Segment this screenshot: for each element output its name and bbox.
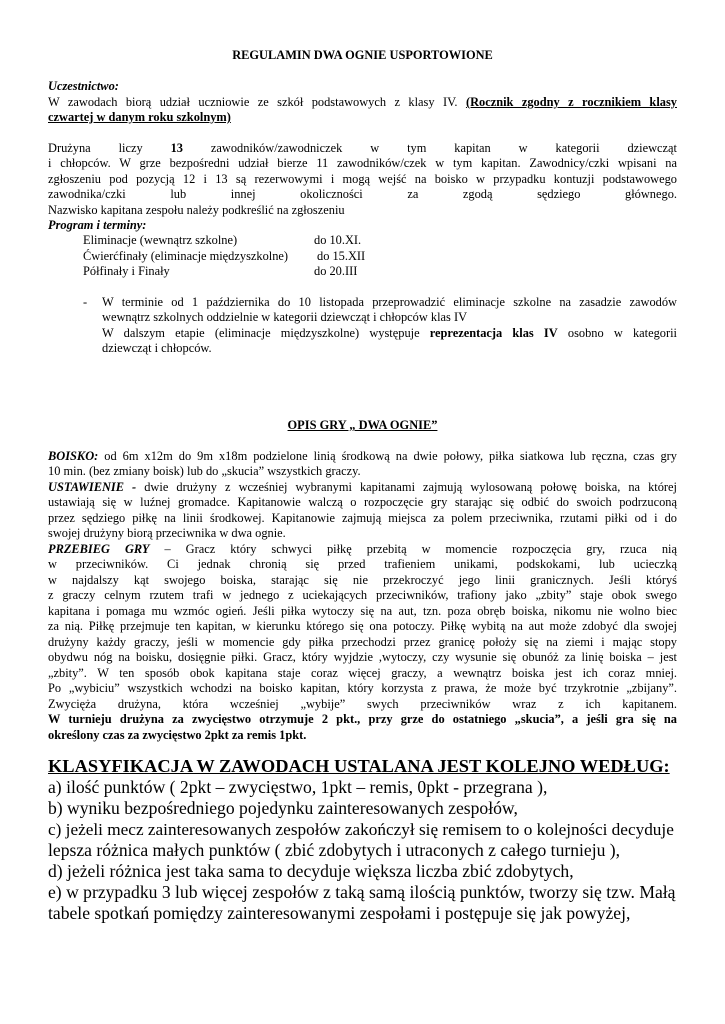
program-date-1: do 10.XI. [314, 233, 362, 247]
points-line-2: określony czas za zwycięstwo 2pkt za remis 1pkt. [48, 728, 307, 742]
game-heading: OPIS GRY „ DWA OGNIE” [287, 418, 438, 432]
note-line-1: W terminie od 1 października do 10 listopada przeprowadzić eliminacje szkolne na zasadzie zawodów [102, 295, 677, 309]
ustawienie-line-3: przez sędziego piłkę na linii środkowej. Kapitanowie zajmują miejsca za polem przeciwnika, rzutami piłki od i do [48, 511, 677, 525]
program-stage-1: Eliminacje (wewnątrz szkolne) [83, 233, 238, 247]
przebieg-text: – Gracz który schwyci piłkę przebitą w momencie rozpoczęcia gry, rzuca nią [164, 542, 677, 556]
note-text-b: osobno w kategorii [567, 326, 677, 340]
program-stage-3: Półfinały i Finały [83, 264, 170, 278]
classification-a: a) ilość punktów ( 2pkt – zwycięstwo, 1pkt – remis, 0pkt - przegrana ), [48, 777, 548, 797]
team-line-1 [48, 141, 677, 157]
przebieg-line-7: drużyny każdy graczy, jeśli w momencie gdy piłka przechodzi przez granicę położy się na ziemi i mając stopy [48, 635, 677, 649]
classification-b: b) wyniku bezpośredniego pojedynku zainteresowanych zespołów, [48, 798, 518, 818]
classification-heading: KLASYFIKACJA W ZAWODACH USTALANA JEST KOLEJNO WEDŁUG: [48, 756, 670, 776]
participation-bold-2: czwartej w danym roku szkolnym) [48, 110, 231, 124]
ustawienie-line-1 [48, 480, 677, 496]
program-date-2: do 15.XII [317, 249, 366, 263]
boisko-text: od 6m x12m do 9m x18m podzielone linią środkową na dwie połowy, piłka siatkowa lub ręczna, czas gry [104, 449, 677, 463]
note-line-4: dziewcząt i chłopców. [102, 341, 212, 355]
classification-c1: c) jeżeli mecz zainteresowanych zespołów zakończył się remisem to o kolejności decyduje [48, 820, 674, 839]
note-dash: - [83, 295, 88, 309]
przebieg-label: PRZEBIEG GRY [48, 542, 150, 556]
przebieg-line-11: Zwycięża drużyna, która wcześniej „wybije” swych przeciwników wraz z ich kapitanem. [48, 697, 677, 711]
boisko-label: BOISKO: [48, 449, 99, 463]
program-heading: Program i terminy: [48, 218, 147, 232]
boisko-line-1 [48, 449, 677, 465]
team-line-3: zgłoszeniu pod pozycją 12 i 13 są rezerwowymi i mogą wejść na boisko w przypadku kontuzji podstawowego [48, 172, 677, 186]
participation-bold-1: (Rocznik zgodny z rocznikiem klasy [465, 95, 677, 109]
przebieg-line-4: z graczy celnym rzutem trafi w jednego z uciekających przeciwników, trafiony jako „zbity” staje obok swego [48, 588, 677, 602]
points-line-1: W turnieju drużyna za zwycięstwo otrzymuje 2 pkt., przy grze do ostatniego „skucia”, a jeśli gra się na [48, 712, 677, 726]
ustawienie-text: dwie drużyny z wcześniej wybranymi kapitanami zajmują wylosowaną połowę boiska, na której [144, 480, 677, 494]
classification-c2: lepsza różnica małych punktów ( zbić zdobytych i utraconych z całego turnieju ), [48, 840, 621, 860]
ustawienie-label: USTAWIENIE - [48, 480, 137, 494]
przebieg-line-2: w przeciwników. Ci jednak chronią się przed trafieniem unikami, podskokami, lub ucieczką [48, 557, 677, 571]
przebieg-line-3: w najdalszy kąt swojego boiska, starając się nie przekroczyć jego linii granicznych. Jeśli któryś [48, 573, 677, 587]
team-text-a: Drużyna liczy [48, 141, 143, 155]
ustawienie-line-4: swojej drużyny biorą przeciwnika w dwa ognie. [48, 526, 286, 540]
przebieg-line-6: za nią. Piłkę przejmuje ten kapitan, w kierunku którego się ona potoczy. Piłkę wybitą na aut może zdobyć dla swojej [48, 619, 677, 633]
team-line-4: zawodnika/czki lub innej okoliczności za zgodą sędziego głównego. [48, 187, 677, 201]
program-stage-2: Ćwierćfinały (eliminacje międzyszkolne) [83, 249, 289, 263]
boisko-line-2: 10 min. (bez zmiany boisk) lub do „skucia” wszystkich graczy. [48, 464, 361, 478]
przebieg-line-1 [48, 542, 677, 558]
classification-e2: tabele spotkań pomiędzy zainteresowanymi zespołami i postępuje się jak powyżej, [48, 903, 631, 923]
ustawienie-line-2: ustawiają się w luźnej gromadce. Kapitanowie walczą o rozpoczęcie gry starając się odbić do swoich podrzuconą [48, 495, 677, 509]
team-line-5: Nazwisko kapitana zespołu należy podkreślić na zgłoszeniu [48, 203, 345, 217]
note-line-2: wewnątrz szkolnych oddzielnie w kategorii dziewcząt i chłopców klas IV [102, 310, 468, 324]
note-line-3 [102, 326, 677, 342]
przebieg-line-9: „zbity”. W ten sposób obok kapitana staje coraz więcej graczy, a wewnątrz boiska jest ich coraz mniej. [48, 666, 677, 680]
classification-e1: e) w przypadku 3 lub więcej zespołów z taką samą ilością punktów, tworzy się tzw. Małą [48, 882, 676, 902]
przebieg-line-5: kapitana i pomaga mu wzmóc ogień. Jeśli piłka wytoczy się na aut, tzn. poza obręb boiska, nikomu nie wolno biec [48, 604, 677, 618]
note-text-a: W dalszym etapie (eliminacje międzyszkolne) występuje [102, 326, 420, 340]
team-line-2: i chłopców. W grze bezpośredni udział bierze 11 zawodników/czek w tym kapitan. Zawodnicy/czki wpisani na [48, 156, 677, 170]
document-title: REGULAMIN DWA OGNIE USPORTOWIONE [232, 48, 493, 62]
przebieg-line-10: Po „wybiciu” wszystkich wchodzi na boisko kapitan, który korzysta z prawa, że może być trzykrotnie „zbijany”. [48, 681, 677, 695]
team-count: 13 [170, 141, 183, 155]
classification-d: d) jeżeli różnica jest taka sama to decyduje większa liczba zbić zdobytych, [48, 861, 574, 881]
team-text-b: zawodników/zawodniczek w tym kapitan w kategorii dziewcząt [210, 141, 677, 155]
participation-text: W zawodach biorą udział uczniowie ze szkół podstawowych z klasy IV. [48, 95, 458, 109]
participation-heading: Uczestnictwo: [48, 79, 119, 93]
participation-line-1 [48, 95, 677, 111]
program-date-3: do 20.III [314, 264, 358, 278]
przebieg-line-8: obydwu nóg na boisku, dosięgnie piłki. Gracz, który wyjdzie ,wytoczy, czy wysunie się obunóż za linię boiska – jest [48, 650, 677, 664]
note-bold: reprezentacja klas IV [429, 326, 558, 340]
